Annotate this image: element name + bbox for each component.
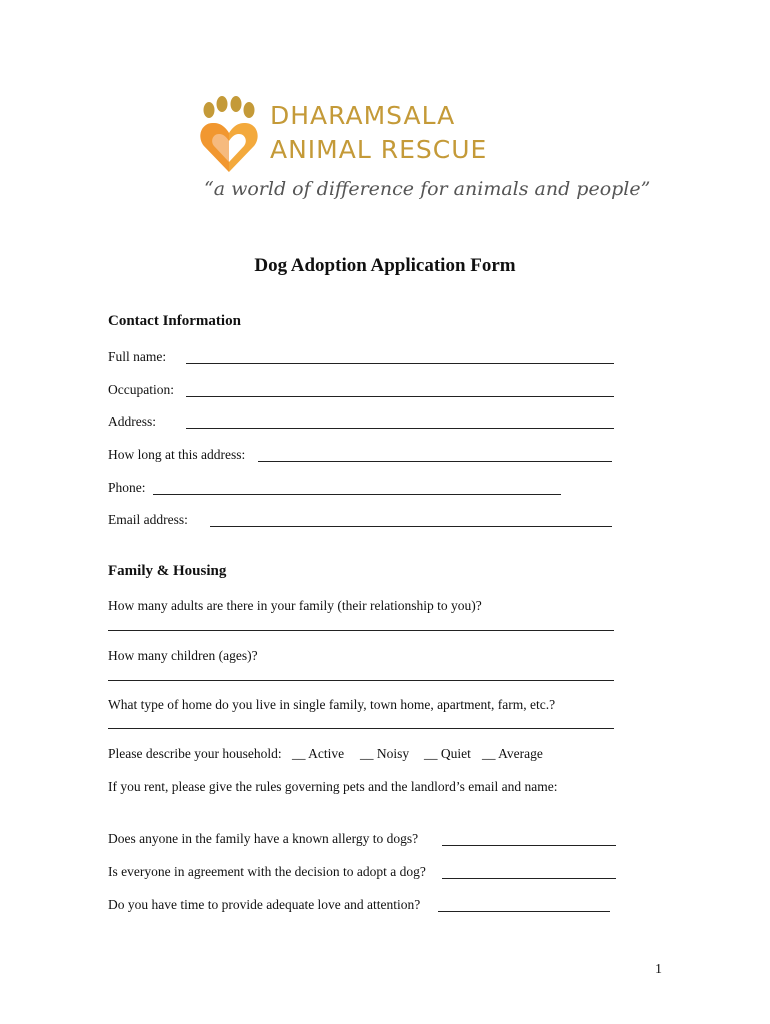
household-option-average[interactable]: __ Average bbox=[482, 746, 543, 761]
household-option-noisy[interactable]: __ Noisy bbox=[360, 746, 410, 761]
question-household: Please describe your household: bbox=[108, 746, 282, 761]
question-rent: If you rent, please give the rules governing pets and the landlord’s email and name: bbox=[108, 779, 558, 794]
agreement-field[interactable] bbox=[442, 878, 616, 879]
section-heading-family: Family & Housing bbox=[108, 563, 227, 579]
home-type-field[interactable] bbox=[108, 728, 614, 729]
full-name-field[interactable] bbox=[186, 363, 614, 364]
household-option-quiet[interactable]: __ Quiet bbox=[424, 746, 471, 761]
phone-field[interactable] bbox=[153, 494, 561, 495]
adults-field[interactable] bbox=[108, 630, 614, 631]
address-field[interactable] bbox=[186, 428, 614, 429]
logo-text-line1: DHARAMSALA bbox=[270, 101, 456, 130]
email-field[interactable] bbox=[210, 526, 612, 527]
label-phone: Phone: bbox=[108, 480, 146, 495]
time-field[interactable] bbox=[438, 911, 610, 912]
question-agreement: Is everyone in agreement with the decision to adopt a dog? bbox=[108, 864, 426, 879]
question-time: Do you have time to provide adequate love and attention? bbox=[108, 897, 421, 912]
form-title: Dog Adoption Application Form bbox=[254, 255, 516, 276]
paw-heart-icon bbox=[198, 96, 260, 174]
occupation-field[interactable] bbox=[186, 396, 614, 397]
children-field[interactable] bbox=[108, 680, 614, 681]
section-heading-contact: Contact Information bbox=[108, 313, 241, 329]
question-home-type: What type of home do you live in single family, town home, apartment, farm, etc.? bbox=[108, 697, 556, 712]
allergy-field[interactable] bbox=[442, 845, 616, 846]
tagline: “a world of difference for animals and people” bbox=[204, 178, 651, 200]
household-option-active[interactable]: __ Active bbox=[292, 746, 345, 761]
label-email: Email address: bbox=[108, 512, 188, 527]
page-number: 1 bbox=[655, 962, 662, 977]
label-how-long: How long at this address: bbox=[108, 447, 246, 462]
question-children: How many children (ages)? bbox=[108, 648, 258, 663]
how-long-field[interactable] bbox=[258, 461, 612, 462]
question-adults: How many adults are there in your family (their relationship to you)? bbox=[108, 598, 482, 613]
logo bbox=[198, 96, 498, 176]
logo-text-line2: ANIMAL RESCUE bbox=[270, 135, 488, 164]
question-allergy: Does anyone in the family have a known allergy to dogs? bbox=[108, 831, 419, 846]
label-address: Address: bbox=[108, 414, 156, 429]
label-occupation: Occupation: bbox=[108, 382, 174, 397]
label-full-name: Full name: bbox=[108, 349, 167, 364]
